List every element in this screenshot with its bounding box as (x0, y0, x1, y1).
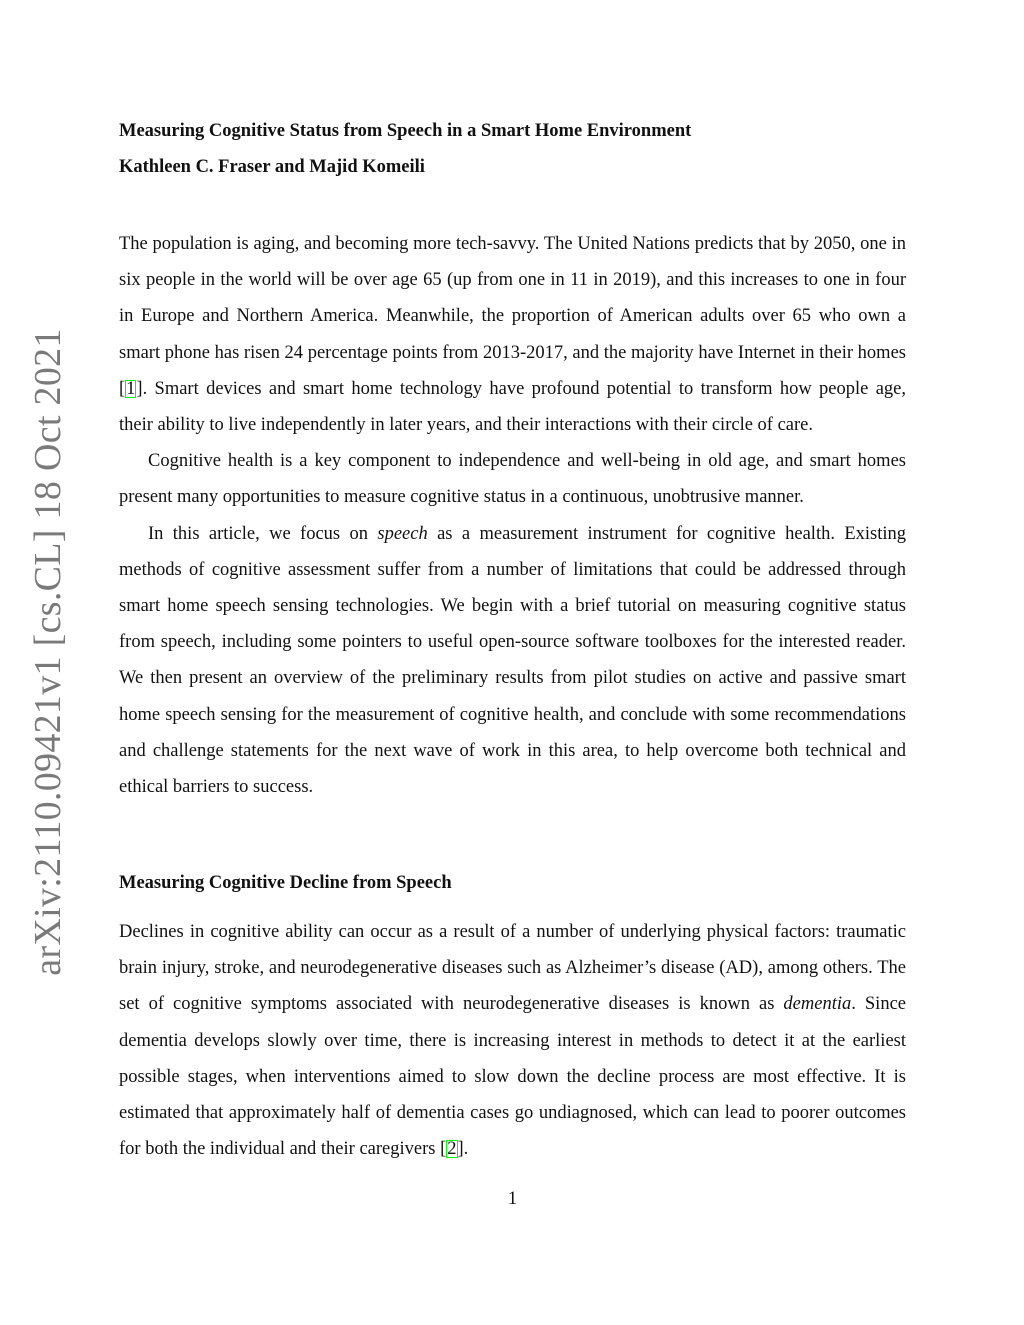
intro-p3-text-b: as a measurement instrument for cognitive health. Existing methods of cognitive assessment suffer from a number of limitations that could be addressed through smart home speech sensing technologies. We begin with a brief tutorial on measuring cognitive status from speech, including some pointers to useful open-source software toolboxes for the interested reader. We then present an overview of the preliminary results from pilot studies on active and passive smart home speech sensing for the measurement of cognitive health, and conclude with some recommendations and challenge statements for the next wave of work in this area, to help overcome both technical and ethical barriers to success. (119, 523, 906, 798)
paper-title: Measuring Cognitive Status from Speech in a Smart Home Environment (119, 121, 692, 141)
intro-paragraph-3 (119, 516, 906, 806)
decline-p1-text-a: Declines in cognitive ability can occur as a result of a number of underlying physical factors: traumatic brain injury, stroke, and neurodegenerative diseases such as Alzheimer’s disease (AD), among others. The set of cognitive symptoms associated with neurodegenerative diseases is known as (119, 922, 906, 1015)
section-heading: Measuring Cognitive Decline from Speech (119, 873, 452, 893)
citation-link-2[interactable]: 2 (447, 1139, 457, 1160)
intro-paragraph-1 (119, 226, 906, 443)
decline-section (119, 914, 906, 1167)
intro-p1-text-a: The population is aging, and becoming more tech-savvy. The United Nations predicts that by 2050, one in six people in the world will be over age 65 (up from one in 11 in 2019), and this increases to one in four in Europe and Northern America. Meanwhile, the proportion of American adults over 65 who own a smart phone has risen 24 percentage points from 2013-2017, and the majority have Internet in their homes [ (119, 234, 906, 399)
intro-p3-text-a: In this article, we focus on (148, 523, 378, 544)
decline-p1-text-b: . Since dementia develops slowly over time, there is increasing interest in methods to detect it at the earliest possible stages, when interventions aimed to slow down the decline process are most effective. It is estimated that approximately half of dementia cases go undiagnosed, which can lead to poorer outcomes for both the individual and their caregivers [ (119, 994, 906, 1160)
arxiv-identifier-stamp: arXiv:2110.09421v1 [cs.CL] 18 Oct 2021 (27, 328, 69, 976)
citation-link-1[interactable]: 1 (126, 378, 136, 399)
paper-authors: Kathleen C. Fraser and Majid Komeili (119, 157, 425, 177)
decline-p1-text-c: ]. (457, 1139, 469, 1160)
decline-p1-emphasis: dementia (783, 994, 852, 1015)
decline-paragraph-1 (119, 914, 906, 1167)
intro-paragraph-2: Cognitive health is a key component to independence and well-being in old age, and smart homes present many opportunities to measure cognitive status in a continuous, unobtrusive manner. (119, 451, 906, 508)
intro-p1-text-b: ]. Smart devices and smart home technology have profound potential to transform how people age, their ability to live independently in later years, and their interactions with their circle of care. (119, 378, 906, 436)
intro-p3-emphasis: speech (377, 523, 428, 544)
intro-section (119, 226, 906, 805)
page-number: 1 (507, 1189, 518, 1209)
